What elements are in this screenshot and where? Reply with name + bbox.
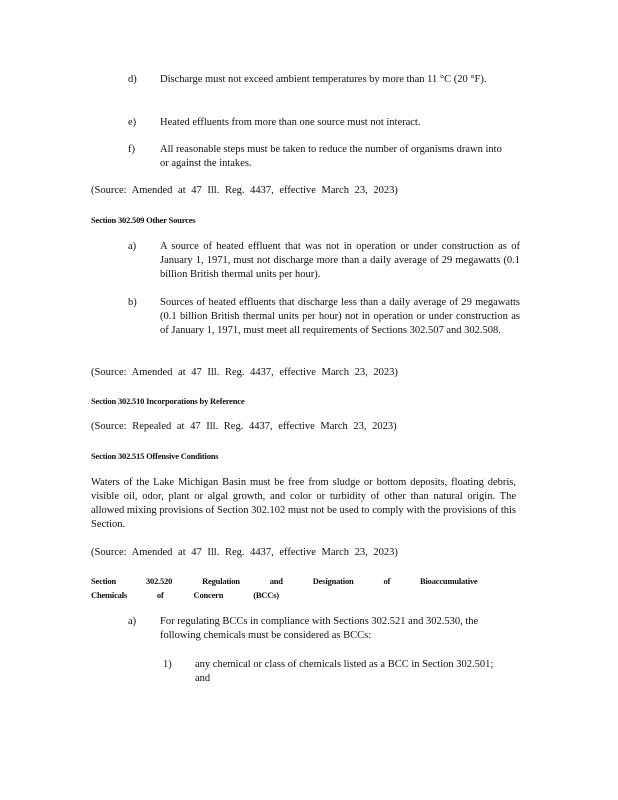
item-label: a): [128, 241, 137, 252]
item-text: All reasonable steps must be taken to reduce the number of organisms drawn into or against the intakes.: [160, 144, 502, 169]
item-text: For regulating BCCs in compliance with Sections 302.521 and 302.530, the following chemicals must be considered as BCCs:: [160, 616, 479, 641]
item-label: f): [128, 144, 135, 155]
item-text: Discharge must not exceed ambient temperatures by more than 11 °C (20 °F).: [160, 74, 487, 85]
item-text: A source of heated effluent that was not in operation or under construction as of January 1, 1971, must not discharge more than a daily average of 29 megawatts (0.1 billion British thermal units per hour).: [160, 241, 520, 280]
item-text: any chemical or class of chemicals listed as a BCC in Section 302.501; and: [195, 659, 494, 684]
source-note: (Source: Amended at 47 Ill. Reg. 4437, effective March 23, 2023): [91, 547, 398, 558]
item-label: e): [128, 117, 137, 128]
item-label: 1): [163, 659, 172, 670]
item-text: Heated effluents from more than one source must not interact.: [160, 117, 421, 128]
section-body: Waters of the Lake Michigan Basin must be free from sludge or bottom deposits, floating debris, visible oil, odor, plant or algal growth, and color or turbidity of other than natural origin. The allowed mixing provisions of Section 302.102 must not be used to comply with the provisions of this Section.: [91, 477, 516, 530]
section-heading: Section 302.515 Offensive Conditions: [91, 451, 219, 461]
section-heading: Section 302.520 Regulation and Designation of Bioaccumulative Chemicals of Concern (BCCs): [91, 576, 478, 600]
source-note: (Source: Repealed at 47 Ill. Reg. 4437, effective March 23, 2023): [91, 421, 397, 432]
item-label: b): [128, 297, 137, 308]
item-text: Sources of heated effluents that discharge less than a daily average of 29 megawatts (0.1 billion British thermal units per hour) not in operation or under construction as of January 1, 1971, must meet all requirements of Sections 302.507 and 302.508.: [160, 297, 520, 336]
source-note: (Source: Amended at 47 Ill. Reg. 4437, effective March 23, 2023): [91, 367, 398, 378]
item-label: a): [128, 616, 137, 627]
item-label: d): [128, 74, 137, 85]
section-heading: Section 302.509 Other Sources: [91, 215, 196, 225]
section-heading: Section 302.510 Incorporations by Reference: [91, 396, 245, 406]
source-note: (Source: Amended at 47 Ill. Reg. 4437, effective March 23, 2023): [91, 185, 398, 196]
